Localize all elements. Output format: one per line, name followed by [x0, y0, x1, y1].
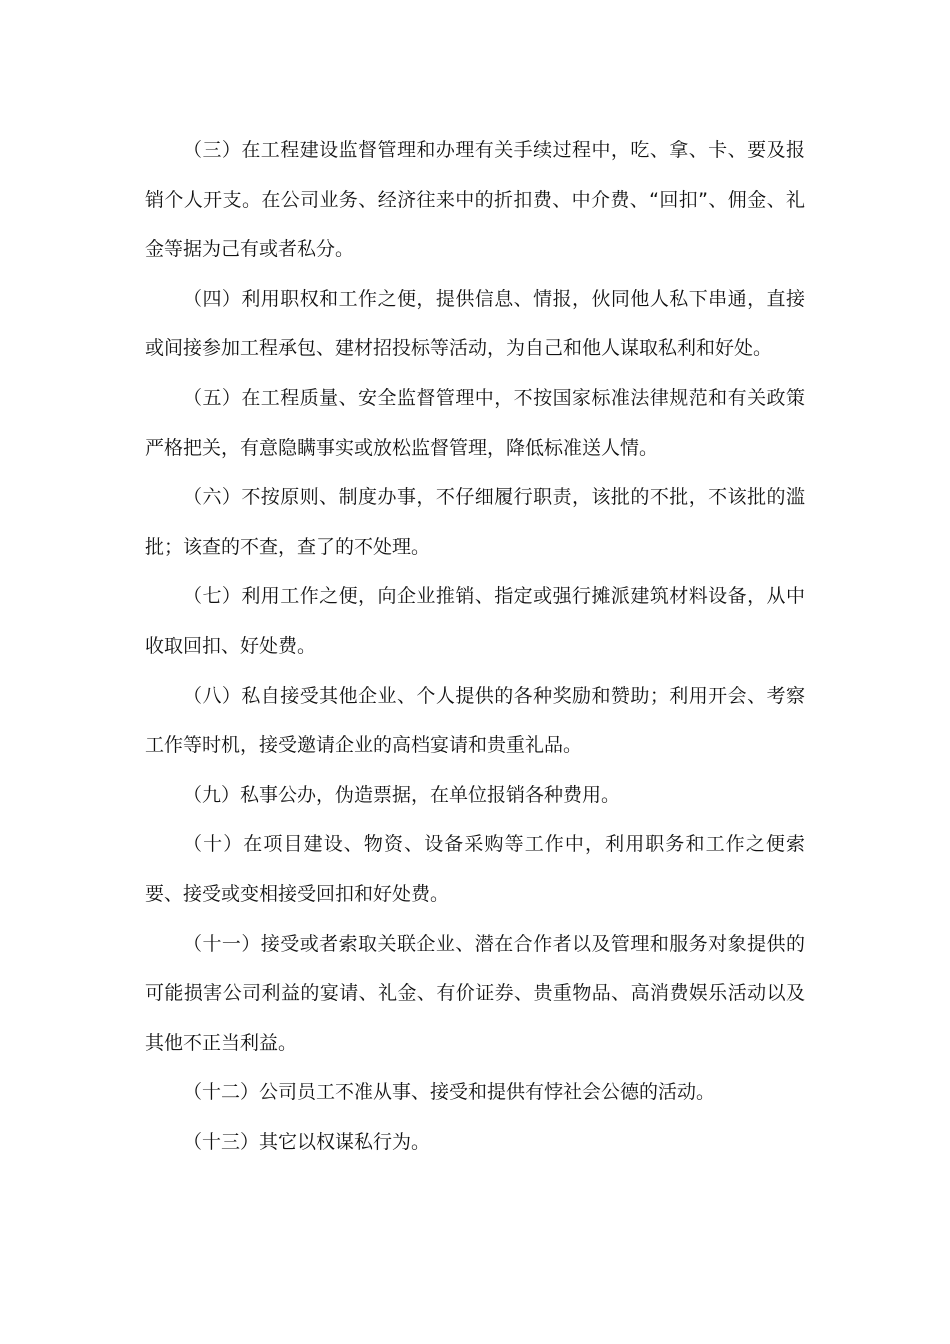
paragraph-4: （四）利用职权和工作之便，提供信息、情报，伙同他人私下串通，直接或间接参加工程承包、建材招投标等活动，为自己和他人谋取私利和好处。 — [145, 287, 805, 360]
paragraph-8: （八）私自接受其他企业、个人提供的各种奖励和赞助；利用开会、考察工作等时机，接受邀请企业的高档宴请和贵重礼品。 — [145, 684, 805, 757]
paragraph-5: （五）在工程质量、安全监督管理中，不按国家标准法律规范和有关政策严格把关，有意隐瞒事实或放松监督管理，降低标准送人情。 — [145, 386, 805, 459]
paragraph-13: （十三）其它以权谋私行为。 — [183, 1130, 431, 1153]
paragraph-7: （七）利用工作之便，向企业推销、指定或强行摊派建筑材料设备，从中收取回扣、好处费。 — [145, 585, 805, 657]
paragraph-10: （十）在项目建设、物资、设备采购等工作中，利用职务和工作之便索要、接受或变相接受回扣和好处费。 — [145, 833, 805, 905]
paragraph-3: （三）在工程建设监督管理和办理有关手续过程中，吃、拿、卡、要及报销个人开支。在公司业务、经济往来中的折扣费、中介费、“回扣”、佣金、礼金等据为己有或者私分。 — [145, 139, 805, 261]
paragraph-9: （九）私事公办，伪造票据，在单位报销各种费用。 — [183, 783, 621, 806]
paragraph-6: （六）不按原则、制度办事，不仔细履行职责，该批的不批，不该批的滥批；该查的不查，查了的不处理。 — [145, 486, 805, 558]
paragraph-12: （十二）公司员工不准从事、接受和提供有悖社会公德的活动。 — [183, 1081, 716, 1104]
paragraph-11: （十一）接受或者索取关联企业、潜在合作者以及管理和服务对象提供的可能损害公司利益的宴请、礼金、有价证券、贵重物品、高消费娱乐活动以及其他不正当利益。 — [145, 932, 805, 1054]
document-body — [145, 126, 805, 1167]
